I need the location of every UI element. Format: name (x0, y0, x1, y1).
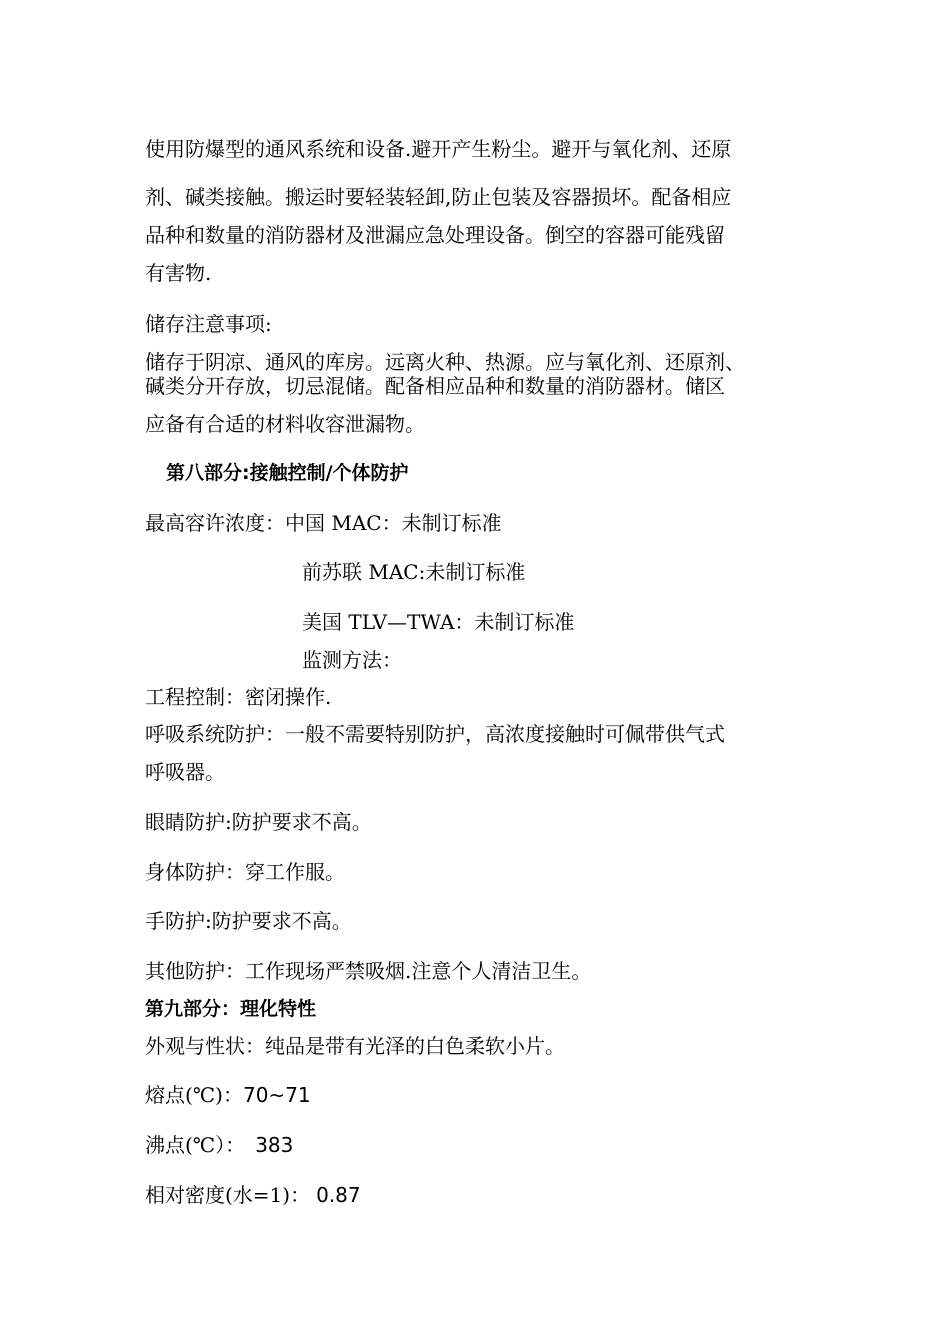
eye-protection: 眼睛防护:防护要求不高。 (145, 810, 372, 834)
handling-line-1: 使用防爆型的通风系统和设备.避开产生粉尘。避开与氧化剂、还原 (145, 137, 732, 161)
engineering-control: 工程控制：密闭操作. (145, 685, 332, 709)
melting-point-value: 70~71 (242, 1083, 311, 1107)
boiling-point-label: 沸点(℃）： (145, 1133, 246, 1157)
other-protection: 其他防护：工作现场严禁吸烟.注意个人清洁卫生。 (145, 959, 592, 983)
boiling-point (145, 1132, 293, 1158)
mac-soviet: 前苏联 MAC:未制订标准 (302, 560, 526, 584)
relative-density (145, 1182, 361, 1208)
boiling-point-value: 383 (255, 1133, 294, 1157)
respiratory-line-2: 呼吸器。 (145, 760, 225, 784)
monitor-method: 监测方法： (302, 648, 402, 672)
respiratory-line-1: 呼吸系统防护：一般不需要特别防护，高浓度接触时可佩带供气式 (145, 722, 725, 746)
relative-density-label: 相对密度(水=1)： (145, 1183, 311, 1207)
tlv-us: 美国 TLV—TWA：未制订标准 (302, 610, 575, 634)
body-protection: 身体防护：穿工作服。 (145, 860, 345, 884)
section9-heading: 第九部分：理化特性 (145, 998, 317, 1020)
handling-line-2: 剂、碱类接触。搬运时要轻装轻卸,防止包装及容器损坏。配备相应 (145, 185, 732, 209)
handling-line-4: 有害物. (145, 261, 212, 285)
storage-line-3: 应备有合适的材料收容泄漏物。 (145, 412, 425, 436)
section8-heading: 第八部分:接触控制/个体防护 (166, 462, 409, 484)
handling-line-3: 品种和数量的消防器材及泄漏应急处理设备。倒空的容器可能残留 (145, 223, 725, 247)
hand-protection: 手防护:防护要求不高。 (145, 909, 352, 933)
mac-china: 最高容许浓度：中国 MAC：未制订标准 (145, 511, 502, 535)
melting-point-label: 熔点(℃)： (145, 1083, 243, 1107)
relative-density-value: 0.87 (316, 1183, 361, 1207)
appearance: 外观与性状：纯品是带有光泽的白色柔软小片。 (145, 1034, 565, 1058)
melting-point (145, 1082, 311, 1108)
storage-title: 储存注意事项: (145, 312, 272, 336)
storage-line-2: 碱类分开存放，切忌混储。配备相应品种和数量的消防器材。储区 (145, 374, 725, 398)
storage-line-1: 储存于阴凉、通风的库房。远离火种、热源。应与氧化剂、还原剂、 (145, 350, 745, 374)
